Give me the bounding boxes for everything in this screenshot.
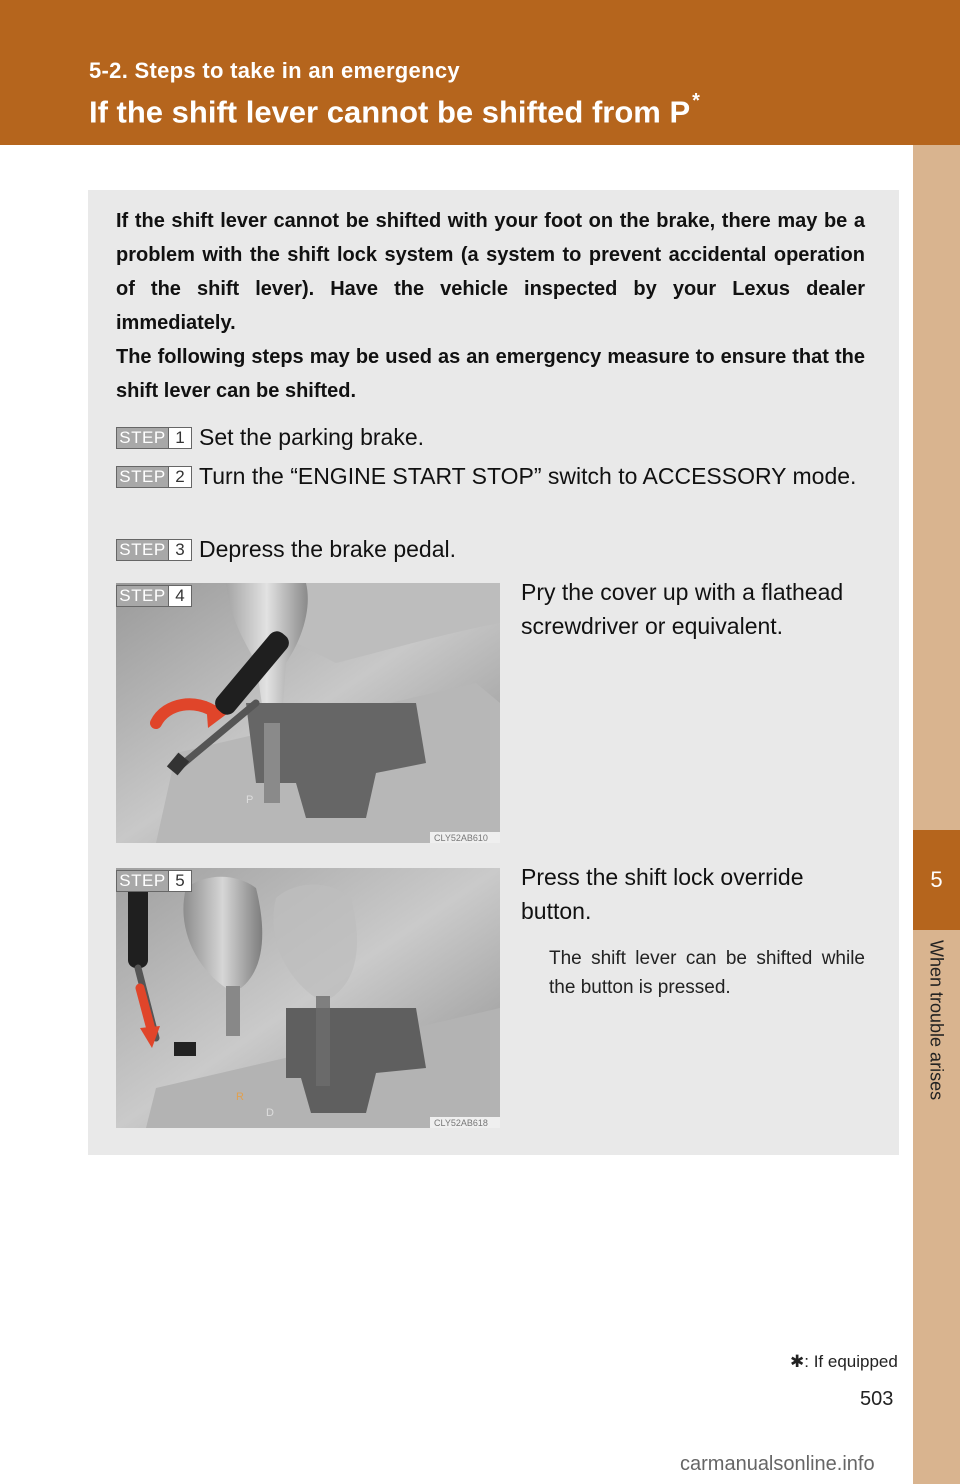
figure-code: CLY52AB610 bbox=[434, 833, 488, 843]
step-number: 4 bbox=[168, 586, 191, 606]
step-5-note: The shift lever can be shifted while the button is pressed. bbox=[549, 948, 865, 998]
svg-text:R: R bbox=[236, 1091, 244, 1103]
step-4-illustration bbox=[116, 583, 500, 843]
watermark-link[interactable]: carmanualsonline.info bbox=[680, 1453, 875, 1475]
intro-text bbox=[116, 204, 865, 408]
page-number: 503 bbox=[860, 1388, 894, 1410]
svg-text:P: P bbox=[246, 794, 254, 806]
chapter-side-tab bbox=[913, 145, 960, 1484]
step-label: STEP bbox=[119, 428, 166, 447]
page-title bbox=[89, 90, 700, 130]
figure-code: CLY52AB618 bbox=[434, 1118, 488, 1128]
step-label: STEP bbox=[119, 540, 166, 559]
step-5-text: Press the shift lock override button. bbox=[521, 864, 804, 924]
step-1-text: Set the parking brake. bbox=[199, 424, 425, 450]
step-label: STEP bbox=[119, 586, 166, 605]
step-number: 5 bbox=[168, 871, 191, 891]
equipped-mark: * bbox=[692, 90, 700, 112]
shift-lock-override-illustration bbox=[116, 868, 500, 1128]
svg-text:D: D bbox=[266, 1107, 274, 1119]
step-3-text: Depress the brake pedal. bbox=[199, 536, 456, 562]
chapter-number-tab[interactable]: 5 bbox=[913, 830, 960, 930]
step-5-illustration bbox=[116, 868, 500, 1128]
step-number: 3 bbox=[168, 540, 191, 560]
step-number: 2 bbox=[168, 467, 191, 487]
step-2-text: Turn the “ENGINE START STOP” switch to ACCESSORY mode. bbox=[199, 463, 857, 489]
page-title-text: If the shift lever cannot be shifted from P bbox=[89, 94, 691, 130]
footnote: ✱: If equipped bbox=[790, 1352, 898, 1371]
shift-console-pry-illustration bbox=[116, 583, 500, 843]
intro-paragraph-2: The following steps may be used as an emergency measure to ensure that the shift lever can be shifted. bbox=[116, 346, 865, 402]
step-4-badge bbox=[116, 585, 192, 607]
chapter-title-vertical: When trouble arises bbox=[926, 940, 947, 1101]
step-2-badge bbox=[116, 466, 192, 488]
intro-paragraph-1: If the shift lever cannot be shifted with your foot on the brake, there may be a problem with the shift lock system (a system to prevent accidental operation of the shift lever). Have the vehicle inspected by your Lexus dealer immediately. bbox=[116, 210, 865, 334]
step-label: STEP bbox=[119, 871, 166, 890]
step-5-badge bbox=[116, 870, 192, 892]
step-3-badge bbox=[116, 539, 192, 561]
page-header bbox=[0, 0, 960, 145]
step-4-text: Pry the cover up with a flathead screwdriver or equivalent. bbox=[521, 579, 844, 639]
section-label: 5-2. Steps to take in an emergency bbox=[89, 58, 460, 83]
step-1-badge bbox=[116, 427, 192, 449]
step-number: 1 bbox=[168, 428, 191, 448]
step-label: STEP bbox=[119, 467, 166, 486]
